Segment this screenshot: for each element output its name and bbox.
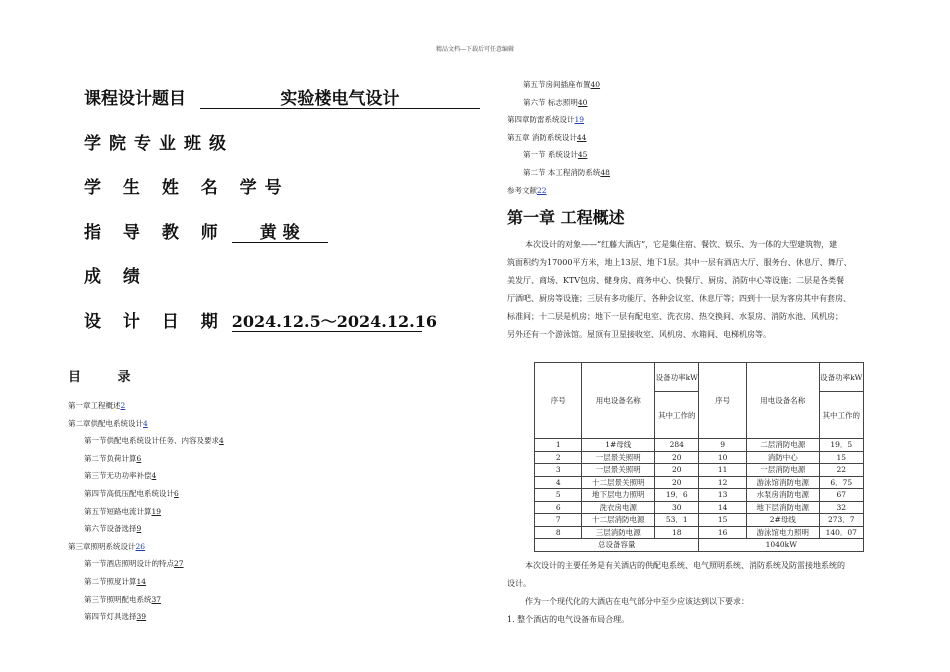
course-topic-value: 实验楼电气设计: [200, 90, 480, 109]
table-cell: 67: [819, 489, 863, 502]
toc-entry-text: 第一节供配电系统设计任务、内容及要求: [84, 436, 219, 446]
toc-entry-text: 参考文献: [507, 185, 537, 195]
table-row: [535, 489, 864, 502]
toc-entry-page[interactable]: 19: [151, 506, 162, 516]
advisor-label: 指 导 教 师: [84, 223, 226, 243]
table-cell: 30: [655, 501, 699, 514]
toc-title: 目 录: [68, 370, 147, 385]
table-cell: 9: [699, 439, 746, 452]
toc-entry[interactable]: [84, 594, 161, 605]
toc-entry-text: 第五节短路电流计算: [84, 506, 152, 516]
chapter-intro: [507, 236, 917, 344]
table-cell: 三层消防电源: [582, 526, 655, 539]
intro-line: 美发厅、商场、KTV包房、健身房、商务中心、快餐厅、厨房、消防中心等设施；二层是各类餐: [507, 276, 845, 285]
design-date-label: 设 计 日 期: [84, 312, 226, 332]
table-cell: 地下层电力照明: [582, 489, 655, 502]
toc-entry-text: 第一节酒店照明设计的特点: [84, 559, 174, 569]
toc-entry-text: 第二章供配电系统设计: [68, 418, 143, 428]
table-cell: 32: [819, 501, 863, 514]
table-cell: 消防中心: [746, 451, 819, 464]
header-working: 其中工作的: [655, 392, 699, 439]
table-cell: 游泳馆消防电源: [746, 476, 819, 489]
table-row: [535, 501, 864, 514]
table-body: [535, 439, 864, 539]
total-value: 1040kW: [699, 539, 864, 552]
toc-entry[interactable]: [84, 470, 156, 481]
toc-entry[interactable]: [84, 506, 161, 517]
toc-entry-text: 第二节 本工程消防系统: [523, 168, 601, 177]
table-row: [535, 439, 864, 452]
header-note: 精品文档---下载后可任意编辑: [435, 46, 515, 53]
table-cell: 140．07: [819, 526, 863, 539]
toc-entry-page[interactable]: 14: [136, 577, 147, 586]
course-topic-label: 课程设计题目: [84, 89, 186, 109]
toc-entry-page[interactable]: 40: [590, 80, 601, 89]
intro-line: 另外还有一个游泳馆。屋顶有卫星接收室、风机房、水箱间、电梯机房等。: [507, 330, 771, 339]
toc-entry-text: 第六节设备选择: [84, 524, 137, 534]
table-cell: 游泳馆电力照明: [746, 526, 819, 539]
header-name: 用电设备名称: [582, 363, 655, 439]
toc-entry-page[interactable]: 37: [151, 594, 162, 604]
header-power: 设备功率kW: [655, 363, 699, 392]
grade-label: 成 绩: [84, 267, 148, 287]
table-cell: 19．5: [819, 439, 863, 452]
table-cell: 20: [655, 451, 699, 464]
table-cell: 15: [699, 514, 746, 527]
toc-entry-page[interactable]: 39: [136, 612, 147, 622]
toc-entry[interactable]: [523, 79, 600, 90]
table-cell: 284: [655, 439, 699, 452]
toc-entry[interactable]: [84, 523, 141, 534]
chapter-tasks: [507, 557, 917, 629]
toc-entry[interactable]: [507, 185, 547, 196]
toc-entry[interactable]: [84, 488, 179, 499]
intro-line: 本次设计的对象——“红藤大酒店”，它是集住宿、餐饮、娱乐、为一体的大型建筑物，建: [525, 240, 838, 249]
toc-entry[interactable]: [84, 435, 224, 446]
table-cell: 20: [655, 464, 699, 477]
toc-entry-text: 第一章工程概述: [68, 401, 121, 410]
toc-entry[interactable]: [523, 167, 610, 178]
college-class-label: 学院专业班级: [84, 134, 234, 154]
task-line: 本次设计的主要任务是有关酒店的供配电系统、电气照明系统、消防系统及防雷接地系统的: [525, 561, 845, 570]
toc-entry-page[interactable]: 4: [219, 436, 224, 446]
table-cell: 53．1: [655, 514, 699, 527]
toc-entry-page[interactable]: 4: [143, 418, 148, 428]
course-topic-line: [84, 84, 480, 109]
toc-entry-page[interactable]: 44: [576, 132, 587, 142]
toc-entry[interactable]: [507, 132, 586, 143]
table-cell: 6．75: [819, 476, 863, 489]
task-line: 作为一个现代化的大酒店在电气部分中至少应该达到以下要求：: [525, 597, 749, 606]
table-cell: 4: [535, 476, 582, 489]
intro-line: 标准间；十二层是机房；地下一层有配电室、洗衣房、热交换间、水泵房、消防水池、风机房；: [507, 312, 843, 321]
toc-entry-text: 第四节灯具选择: [84, 612, 137, 622]
table-cell: 2#母线: [746, 514, 819, 527]
toc-entry-page[interactable]: 40: [577, 97, 588, 107]
intro-line: 厅酒吧、厨房等设施；三层有多功能厅、各种会议室、休息厅等；四到十一层为客房其中有套房、: [507, 294, 851, 303]
toc-entry[interactable]: [68, 541, 145, 552]
toc-entry[interactable]: [84, 453, 141, 464]
table-cell: 13: [699, 489, 746, 502]
toc-entry-text: 第二节照度计算: [84, 577, 137, 586]
table-cell: 7: [535, 514, 582, 527]
table-cell: 5: [535, 489, 582, 502]
toc-entry-text: 第一节 系统设计: [523, 150, 578, 160]
table-cell: 10: [699, 451, 746, 464]
table-cell: 22: [819, 464, 863, 477]
toc-entry-text: 第四章防雷系统设计: [507, 115, 575, 125]
toc-entry-text: 第五节房间插座布置: [523, 80, 591, 89]
table-cell: 一层景关照明: [582, 451, 655, 464]
toc-entry[interactable]: [523, 149, 587, 160]
table-cell: 19．6: [655, 489, 699, 502]
task-line: 设计。: [507, 579, 531, 588]
table-cell: 1: [535, 439, 582, 452]
design-date-value: 2024.12.5～2024.12.16: [231, 312, 437, 331]
toc-entry-page[interactable]: 26: [135, 541, 146, 551]
total-label: 总设备容量: [535, 539, 699, 552]
table-cell: 15: [819, 451, 863, 464]
header-working-2: 其中工作的: [819, 392, 863, 439]
header-no: 序号: [535, 363, 582, 439]
toc-entry-page[interactable]: 19: [574, 115, 585, 125]
advisor-line: [84, 218, 328, 243]
student-name-label: 学 生 姓 名 学号: [84, 178, 290, 198]
table-cell: 273．7: [819, 514, 863, 527]
toc-entry-page[interactable]: 4: [151, 471, 157, 481]
table-cell: 20: [655, 476, 699, 489]
table-row: [535, 464, 864, 477]
toc-entry-page[interactable]: 6: [174, 489, 179, 498]
toc-entry[interactable]: [84, 576, 146, 587]
table-cell: 一层消防电源: [746, 464, 819, 477]
table-row: [535, 476, 864, 489]
toc-entry-text: 第六节 标志照明: [523, 97, 578, 107]
toc-entry-text: 第三节照明配电系统: [84, 594, 152, 604]
toc-entry-page[interactable]: 22: [537, 185, 547, 195]
toc-entry-page[interactable]: 27: [174, 559, 184, 569]
table-cell: 6: [535, 501, 582, 514]
toc-entry-text: 第二节负荷计算: [84, 453, 137, 463]
table-cell: 16: [699, 526, 746, 539]
toc-entry-text: 第五章 消防系统设计: [507, 132, 577, 142]
table-cell: 1#母线: [582, 439, 655, 452]
table-cell: 11: [699, 464, 746, 477]
table-cell: 洗衣房电源: [582, 501, 655, 514]
table-header-row: [535, 363, 864, 392]
table-row: [535, 526, 864, 539]
table-cell: 水泵房消防电源: [746, 489, 819, 502]
table-total-row: [535, 539, 864, 552]
task-line: 1. 整个酒店的电气设备布局合理。: [507, 615, 630, 624]
chapter-title: 第一章 工程概述: [507, 208, 625, 227]
toc-entry[interactable]: [84, 558, 184, 569]
table-cell: 2: [535, 451, 582, 464]
toc-entry-page[interactable]: 45: [577, 150, 588, 160]
toc-entry[interactable]: [84, 611, 146, 622]
intro-line: 筑面积约为17000平方米，地上13层、地下1层。其中一层有酒店大厅、服务台、休息厅、舞厅、: [507, 258, 852, 267]
table-cell: 3: [535, 464, 582, 477]
table-cell: 8: [535, 526, 582, 539]
toc-entry-page[interactable]: 48: [600, 168, 610, 177]
toc-entry[interactable]: [507, 114, 584, 125]
header-power-2: 设备功率kW: [819, 363, 863, 392]
header-no-2: 序号: [699, 363, 746, 439]
table-cell: 14: [699, 501, 746, 514]
table-cell: 二层消防电源: [746, 439, 819, 452]
toc-entry-text: 第四节高低压配电系统设计: [84, 489, 174, 498]
table-cell: 十二层消防电源: [582, 514, 655, 527]
toc-entry[interactable]: [68, 400, 125, 411]
toc-entry[interactable]: [523, 97, 587, 108]
design-date-line: [84, 307, 437, 332]
toc-entry-page[interactable]: 2: [120, 401, 126, 410]
header-name-2: 用电设备名称: [746, 363, 819, 439]
toc-entry-page[interactable]: 6: [136, 453, 142, 463]
table-row: [535, 451, 864, 464]
toc-entry-page[interactable]: 9: [136, 524, 142, 534]
toc-entry-text: 第三章照明系统设计: [68, 541, 136, 551]
toc-entry[interactable]: [68, 418, 148, 429]
table-cell: 地下层消防电源: [746, 501, 819, 514]
table-row: [535, 514, 864, 527]
table-cell: 12: [699, 476, 746, 489]
load-table: [534, 362, 864, 552]
table-cell: 一层景关照明: [582, 464, 655, 477]
toc-entry-text: 第三节无功功率补偿: [84, 471, 152, 481]
table-cell: 18: [655, 526, 699, 539]
table-cell: 十二层景关照明: [582, 476, 655, 489]
advisor-value: 黄 骏: [232, 224, 328, 243]
